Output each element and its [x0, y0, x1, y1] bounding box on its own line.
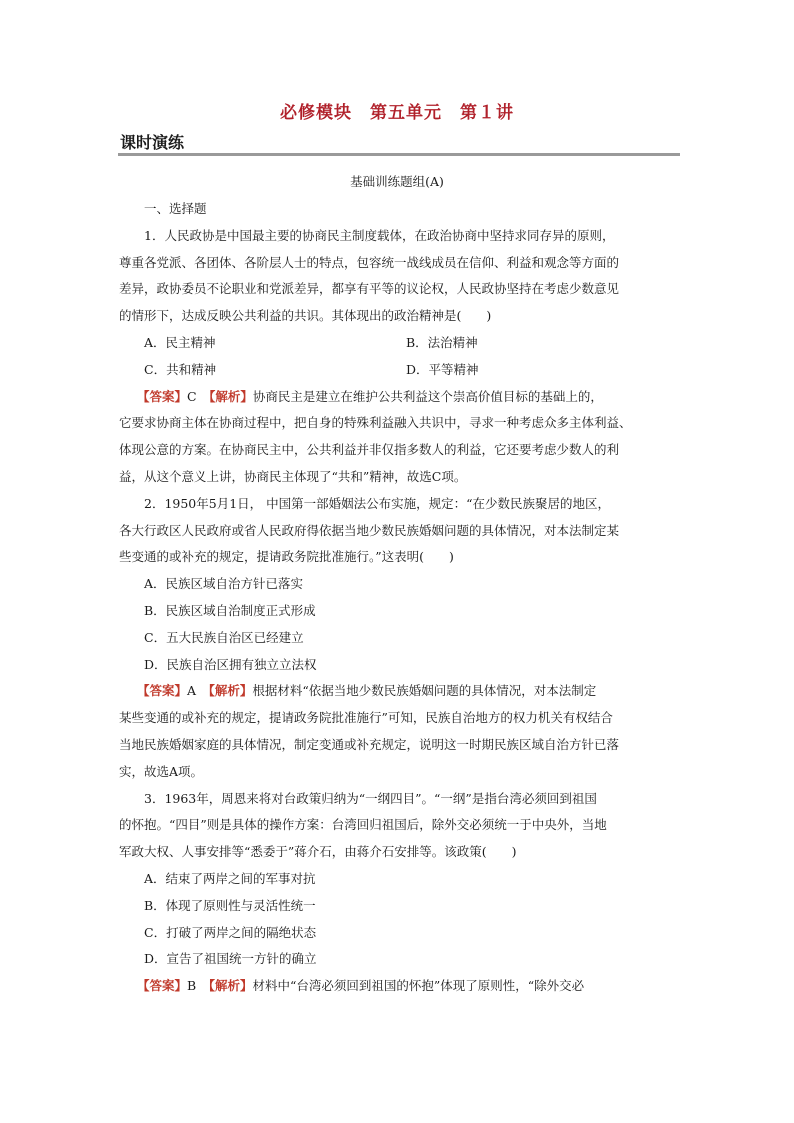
option-a: A．民族区域自治方针已落实 [144, 576, 304, 592]
group-title: 基础训练题组(A) [350, 174, 444, 189]
question-stem-line: 各大行政区人民政府或省人民政府得依据当地少数民族婚姻问题的具体情况，对本法制定某 [119, 522, 620, 538]
analysis-tag: 【解析】 [209, 388, 253, 404]
analysis-line: 实，故选A项。 [119, 763, 204, 779]
analysis-line: 它要求协商主体在协商过程中，把自身的特殊利益融入共识中，寻求一种考虑众多主体利益、 [119, 415, 632, 431]
question-stem-line: 1．人民政协是中国最主要的协商民主制度载体，在政治协商中坚持求同存异的原则， [144, 227, 615, 243]
question-stem-line: 军政大权、人事安排等“悉委于”蒋介石，由蒋介石安排等。该政策( ) [119, 844, 517, 860]
answer-line [119, 973, 679, 1000]
question-stem-line: 些变通的或补充的规定，提请政务院批准施行。”这表明( ) [119, 549, 454, 565]
question-2 [119, 491, 679, 786]
option-d: D．宣告了祖国统一方针的确立 [144, 951, 317, 967]
answer-line [119, 678, 679, 705]
question-1 [119, 223, 679, 491]
answer-value: C [187, 388, 197, 404]
analysis-text: 材料中“台湾必须回到祖国的怀抱”体现了原则性，“除外交必 [252, 978, 585, 994]
option-a: A．民主精神 [144, 334, 216, 350]
analysis-line: 益，从这个意义上讲，协商民主体现了“共和”精神，故选C项。 [119, 468, 467, 484]
option-c: C．五大民族自治区已经建立 [144, 629, 304, 645]
analysis-line: 体现公意的方案。在协商民主中，公共利益并非仅指多数人的利益，它还要考虑少数人的利 [119, 442, 620, 458]
analysis-tag: 【解析】 [208, 683, 253, 699]
answer-tag: 【答案】 [137, 388, 188, 404]
options-row [119, 330, 679, 357]
question-3 [119, 786, 679, 1000]
analysis-text: 根据材料“依据当地少数民族婚姻问题的具体情况，对本法制定 [252, 683, 597, 699]
question-stem-line: 2．1950年5月1日， 中国第一部婚姻法公布实施，规定：“在少数民族聚居的地区， [144, 495, 611, 511]
document-title: 必修模块 第五单元 第１讲 [280, 103, 514, 123]
option-b: B．体现了原则性与灵活性统一 [144, 897, 316, 913]
analysis-text: 协商民主是建立在维护公共利益这个崇高价值目标的基础上的， [252, 388, 603, 404]
analysis-line: 当地民族婚姻家庭的具体情况，制定变通或补充规定，说明这一时期民族区域自治方针已落 [119, 736, 620, 752]
answer-tag: 【答案】 [137, 683, 188, 699]
option-c: C．打破了两岸之间的隔绝状态 [144, 924, 317, 940]
question-stem-line: 的怀抱。“四目”则是具体的操作方案：台湾回归祖国后，除外交必须统一于中央外，当地 [119, 817, 607, 833]
question-stem-line: 尊重各党派、各团体、各阶层人士的特点，包容统一战线成员在信仰、利益和观念等方面的 [119, 254, 620, 270]
option-d: D．平等精神 [406, 361, 479, 377]
header-divider [118, 153, 680, 156]
answer-value: B [187, 978, 197, 994]
analysis-tag: 【解析】 [208, 978, 253, 994]
option-a: A．结束了两岸之间的军事对抗 [144, 870, 316, 886]
options-row [119, 357, 679, 384]
answer-line [119, 384, 679, 411]
document-body [119, 196, 679, 1000]
answer-tag: 【答案】 [137, 978, 188, 994]
option-d: D．民族自治区拥有独立立法权 [144, 656, 317, 672]
question-stem-line: 3．1963年，周恩来将对台政策归纳为“一纲四目”。“一纲”是指台湾必须回到祖国 [144, 790, 597, 806]
answer-value: A [187, 683, 197, 699]
question-stem-line: 的情形下，达成反映公共利益的共识。其体现出的政治精神是( ) [119, 308, 492, 324]
question-stem-line: 差异，政协委员不论职业和党派差异，都享有平等的议论权，人民政协坚持在考虑少数意见 [119, 281, 620, 297]
analysis-line: 某些变通的或补充的规定，提请政务院批准施行”可知，民族自治地方的权力机关有权结合 [119, 710, 613, 726]
option-b: B．民族区域自治制度正式形成 [144, 602, 316, 618]
option-c: C．共和精神 [144, 361, 217, 377]
option-b: B．法治精神 [406, 334, 478, 350]
section-label: 课时演练 [120, 133, 185, 152]
section-heading: 一、选择题 [144, 201, 207, 216]
